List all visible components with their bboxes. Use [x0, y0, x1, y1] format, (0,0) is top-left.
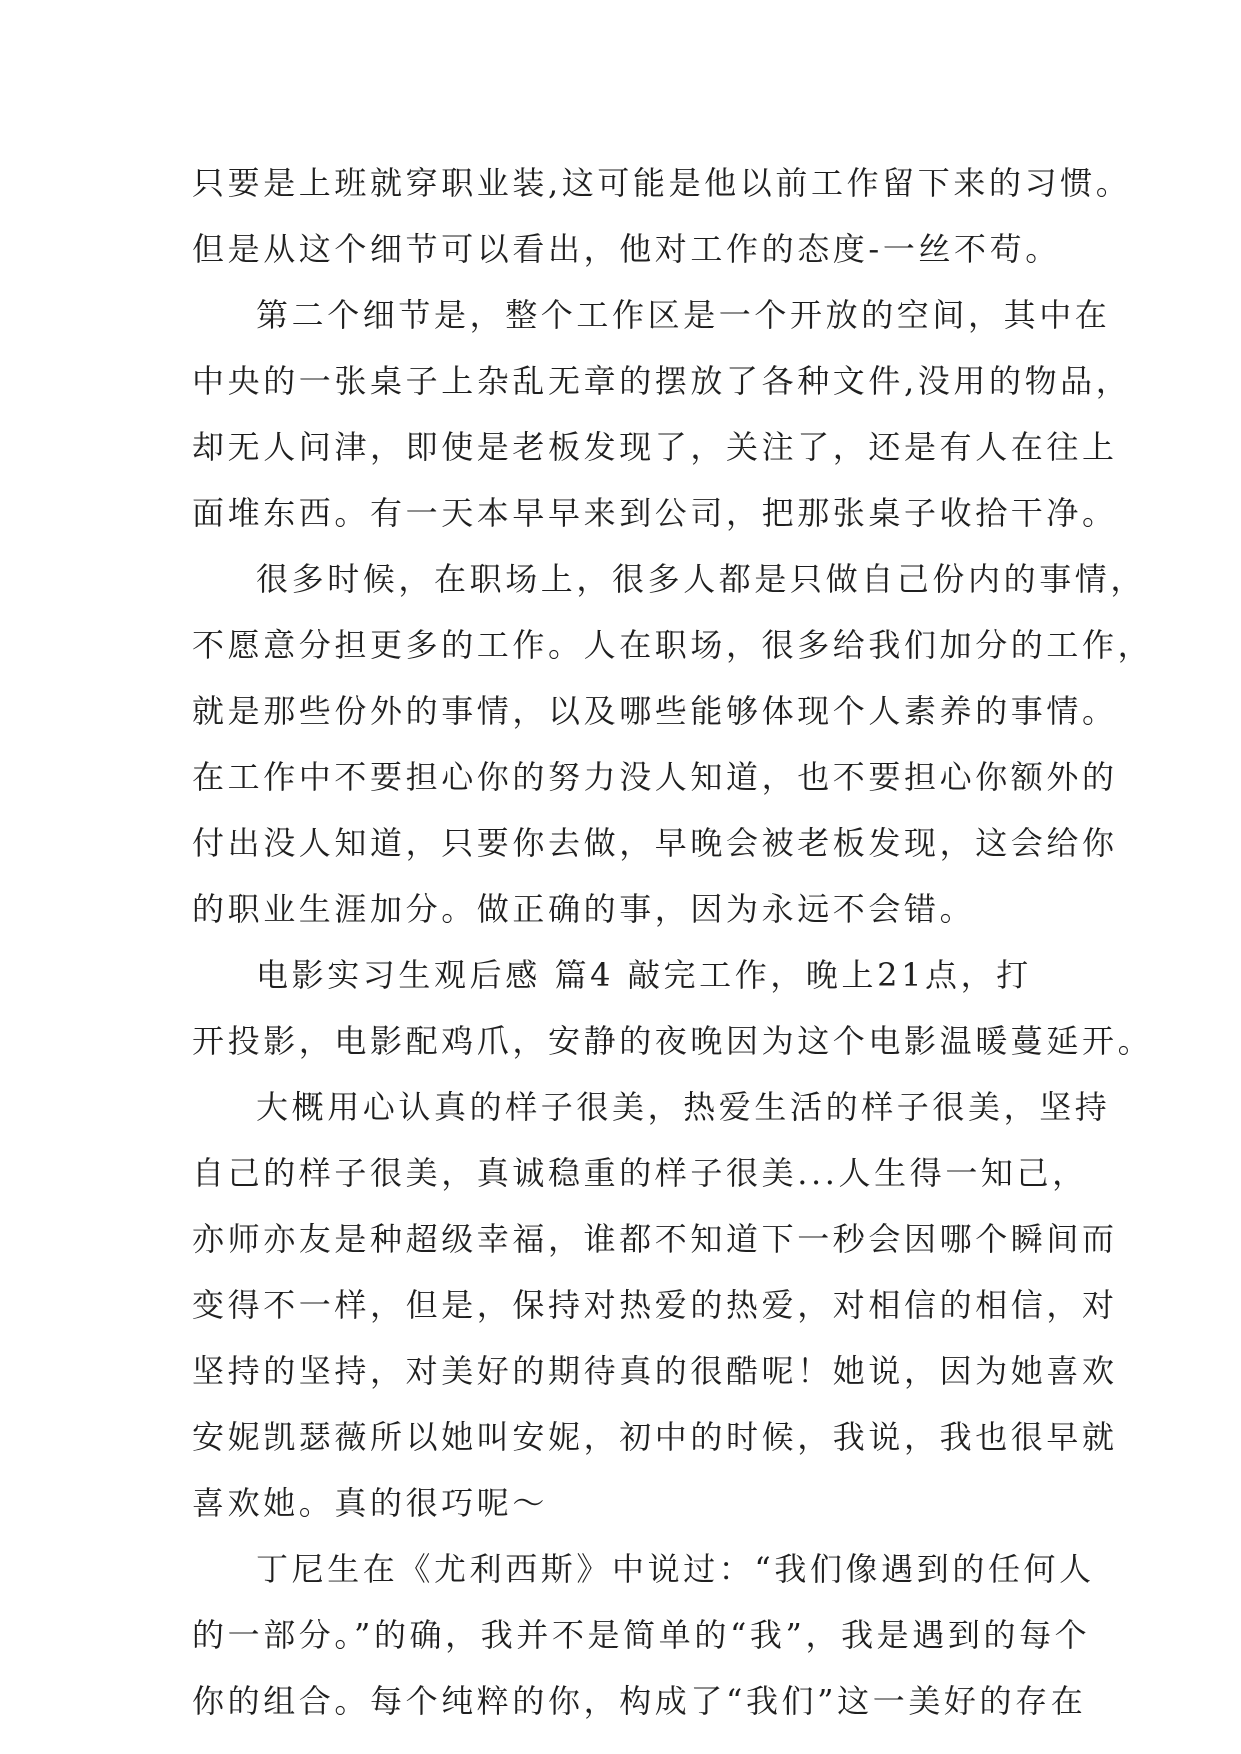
text-line: 喜欢她。真的很巧呢～	[192, 1484, 549, 1522]
text-line: 自己的样子很美，真诚稳重的样子很美...人生得一知己，	[192, 1154, 1088, 1192]
text-line: 丁尼生在《尤利西斯》中说过：“我们像遇到的任何人	[256, 1550, 1095, 1588]
text-line: 大概用心认真的样子很美，热爱生活的样子很美，坚持	[256, 1088, 1111, 1126]
text-line: 却无人问津，即使是老板发现了，关注了，还是有人在往上	[192, 428, 1118, 466]
text-line: 就是那些份外的事情，以及哪些能够体现个人素养的事情。	[192, 692, 1118, 730]
text-line: 中央的一张桌子上杂乱无章的摆放了各种文件,没用的物品，	[192, 362, 1132, 400]
text-line: 变得不一样，但是，保持对热爱的热爱，对相信的相信，对	[192, 1286, 1118, 1324]
text-line: 坚持的坚持，对美好的期待真的很酷呢！她说，因为她喜欢	[192, 1352, 1118, 1390]
text-line: 的一部分。”的确，我并不是简单的“我”，我是遇到的每个	[192, 1616, 1091, 1654]
text-line: 不愿意分担更多的工作。人在职场，很多给我们加分的工作，	[192, 626, 1154, 664]
text-line: 安妮凯瑟薇所以她叫安妮，初中的时候，我说，我也很早就	[192, 1418, 1118, 1456]
text-line: 但是从这个细节可以看出，他对工作的态度-一丝不苟。	[192, 230, 1061, 268]
body-text	[192, 150, 1154, 1734]
text-line: 你的组合。每个纯粹的你，构成了“我们”这一美好的存在	[192, 1682, 1087, 1720]
text-line: 付出没人知道，只要你去做，早晚会被老板发现，这会给你	[192, 824, 1118, 862]
text-line: 在工作中不要担心你的努力没人知道，也不要担心你额外的	[192, 758, 1118, 796]
text-line: 只要是上班就穿职业装,这可能是他以前工作留下来的习惯。	[192, 164, 1132, 202]
text-line: 面堆东西。有一天本早早来到公司，把那张桌子收拾干净。	[192, 494, 1118, 532]
text-line: 第二个细节是，整个工作区是一个开放的空间，其中在	[256, 296, 1111, 334]
text-line: 的职业生涯加分。做正确的事，因为永远不会错。	[192, 890, 976, 928]
section-heading-line: 电影实习生观后感 篇4 敲完工作，晚上21点，打	[256, 956, 1032, 994]
text-line: 开投影，电影配鸡爪，安静的夜晚因为这个电影温暖蔓延开。	[192, 1022, 1154, 1060]
text-line: 亦师亦友是种超级幸福，谁都不知道下一秒会因哪个瞬间而	[192, 1220, 1118, 1258]
text-line: 很多时候，在职场上，很多人都是只做自己份内的事情，	[256, 560, 1147, 598]
